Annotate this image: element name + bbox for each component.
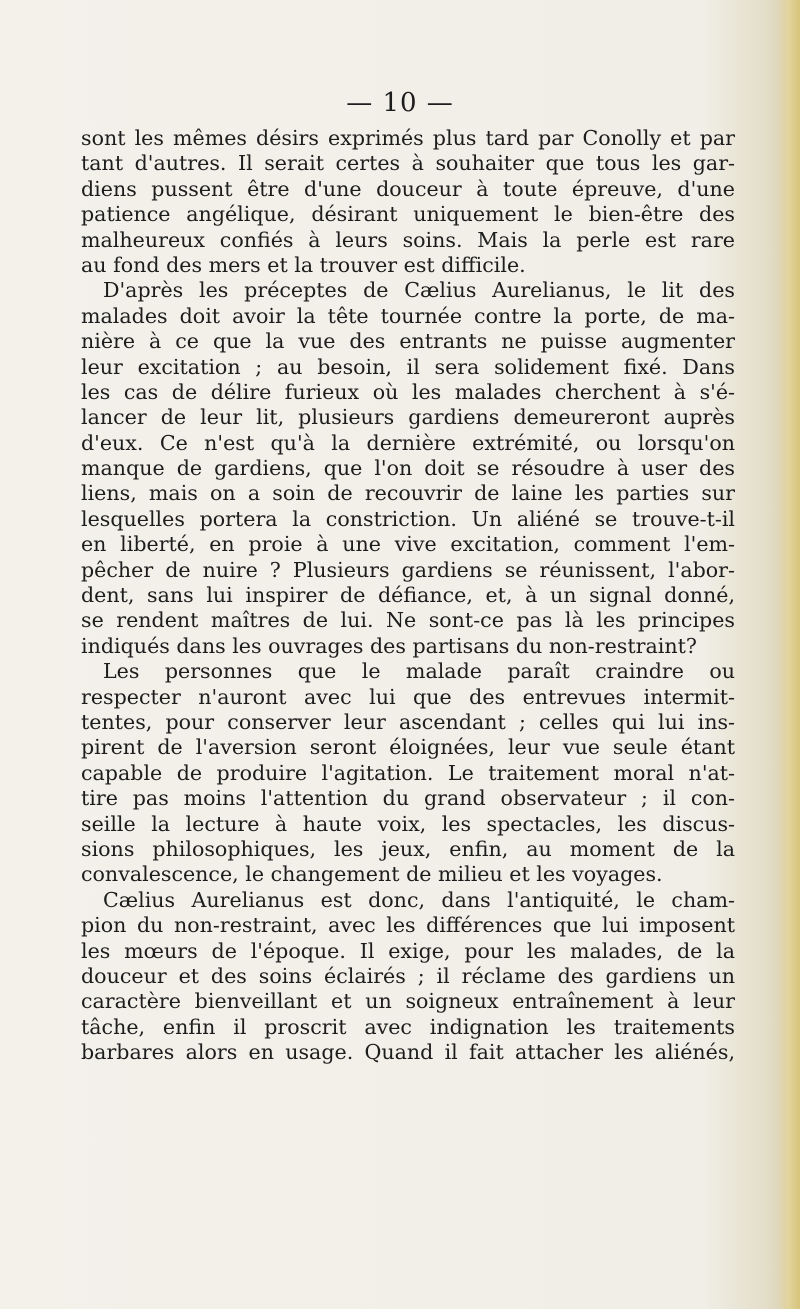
text-line: les mœurs de l'époque. Il exige, pour les malades, de la [81, 938, 735, 963]
page-edge-discoloration [778, 0, 800, 1309]
text-line: leur excitation ; au besoin, il sera solidement fixé. Dans [81, 354, 735, 379]
text-line: sont les mêmes désirs exprimés plus tard par Conolly et par [81, 126, 735, 150]
text-line: les cas de délire furieux où les malades cherchent à s'é- [81, 379, 735, 404]
text-line: en liberté, en proie à une vive excitation, comment l'em- [81, 532, 735, 557]
text-line: barbares alors en usage. Quand il fait attacher les aliénés, [81, 1040, 735, 1065]
text-line: malheureux confiés à leurs soins. Mais la perle est rare [81, 227, 735, 252]
text-line: d'eux. Ce n'est qu'à la dernière extrémité, ou lorsqu'on [81, 430, 735, 455]
text-line: lancer de leur lit, plusieurs gardiens demeureront auprès [81, 405, 735, 430]
text-line: dent, sans lui inspirer de défiance, et, à un signal donné, [81, 583, 735, 608]
body-text [81, 126, 735, 1065]
text-line: indiqués dans les ouvrages des partisans du non-restraint? [81, 633, 697, 658]
text-line: tâche, enfin il proscrit avec indignation les traitements [81, 1014, 735, 1039]
text-line: patience angélique, désirant uniquement le bien-être des [81, 202, 735, 227]
text-line: au fond des mers et la trouver est difficile. [81, 252, 526, 277]
text-line: tentes, pour conserver leur ascendant ; celles qui lui ins- [81, 709, 735, 734]
text-line: seille la lecture à haute voix, les spectacles, les discus- [81, 811, 735, 836]
text-line: sions philosophiques, les jeux, enfin, au moment de la [81, 836, 735, 861]
text-line: Cælius Aurelianus est donc, dans l'antiquité, le cham- [103, 887, 735, 912]
text-line: pion du non-restraint, avec les différences que lui imposent [81, 913, 735, 938]
text-line: liens, mais on a soin de recouvrir de laine les parties sur [81, 481, 735, 506]
text-line: douceur et des soins éclairés ; il réclame des gardiens un [81, 963, 735, 988]
text-line: D'après les préceptes de Cælius Aurelianus, le lit des [103, 278, 735, 303]
text-line: pêcher de nuire ? Plusieurs gardiens se réunissent, l'abor- [81, 557, 735, 582]
text-line: malades doit avoir la tête tournée contre la porte, de ma- [81, 303, 735, 328]
text-line: tant d'autres. Il serait certes à souhaiter que tous les gar- [81, 151, 735, 176]
text-line: nière à ce que la vue des entrants ne puisse augmenter [81, 329, 735, 354]
text-line: convalescence, le changement de milieu et les voyages. [81, 862, 663, 887]
text-line: lesquelles portera la constriction. Un aliéné se trouve-t-il [81, 506, 735, 531]
text-line: pirent de l'aversion seront éloignées, leur vue seule étant [81, 735, 735, 760]
text-line: diens pussent être d'une douceur à toute épreuve, d'une [81, 176, 735, 201]
text-line: Les personnes que le malade paraît craindre ou [103, 659, 735, 684]
text-line: capable de produire l'agitation. Le traitement moral n'at- [81, 760, 735, 785]
text-line: tire pas moins l'attention du grand observateur ; il con- [81, 786, 735, 811]
text-line: manque de gardiens, que l'on doit se résoudre à user des [81, 456, 735, 481]
page-number: — 10 — [346, 88, 454, 118]
text-line: caractère bienveillant et un soigneux entraînement à leur [81, 989, 735, 1014]
text-line: se rendent maîtres de lui. Ne sont-ce pas là les principes [81, 608, 735, 633]
text-line: respecter n'auront avec lui que des entrevues intermit- [81, 684, 735, 709]
